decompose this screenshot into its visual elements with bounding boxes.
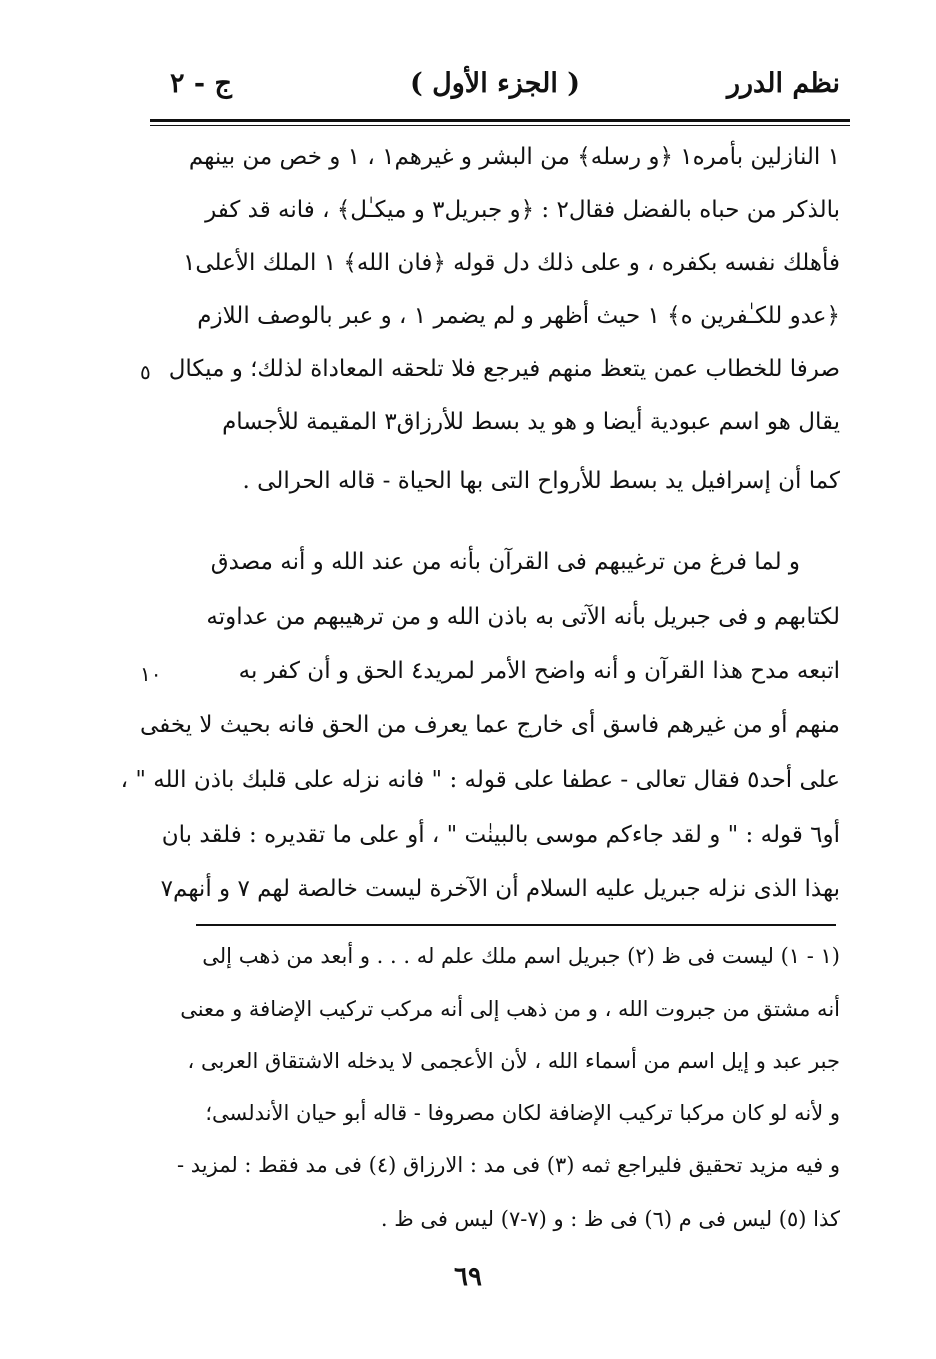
- text-line: يقال هو اسم عبودية أيضا و هو يد بسط للأرزاق٣ المقيمة للأجسام: [222, 409, 840, 435]
- text-line: لكتابهم و فى جبريل بأنه الآتى به باذن الله و من ترهيبهم من عداوته: [206, 604, 840, 630]
- running-header: [150, 60, 840, 106]
- footnote-line: كذا (٥) ليس فى م (٦) فى ظ : و (٧-٧) ليس فى ظ .: [380, 1207, 840, 1231]
- text-line: بالذكر من حباه بالفضل فقال٢ : ﴿و جبريل٣ و ميكـٰل﴾ ، فانه قد كفر: [205, 197, 840, 223]
- line-number: ٥: [140, 360, 151, 384]
- footnote-rule: [196, 924, 836, 926]
- page-section-label: ج - ٢: [170, 68, 232, 99]
- text-line: اتبعه مدح هذا القرآن و أنه واضح الأمر لمريد٤ الحق و أن كفر به: [238, 658, 840, 684]
- text-line: ﴿عدو للكـٰفرين ه﴾ ١ حيث أظهر و لم يضمر ١ ، و عبر بالوصف اللازم: [197, 303, 840, 329]
- text-line: منهم أو من غيرهم فاسق أى خارج عما يعرف من الحق فانه بحيث لا يخفى: [140, 712, 840, 738]
- text-line: أو٦ قوله : " و لقد جاءكم موسى بالبينٰت " ، أو على ما تقديره : فلقد بان: [161, 822, 840, 848]
- text-line: و لما فرغ من ترغيبهم فى القرآن بأنه من عند الله و أنه مصدق: [210, 549, 800, 575]
- text-line: فأهلك نفسه بكفره ، و على ذلك دل قوله ﴿فان الله﴾ ١ الملك الأعلى١: [182, 250, 840, 276]
- footnote-line: و لأنه لو كان مركبا تركيب الإضافة لكان مصروفا - قاله أبو حيان الأندلسى؛: [205, 1101, 840, 1125]
- text-line: صرفا للخطاب عمن يتعظ منهم فيرجع فلا تلحقه المعاداة لذلك؛ و ميكال: [168, 356, 840, 382]
- text-line: على أحد٥ فقال تعالى - عطفا على قوله : " فانه نزله على قلبك باذن الله " ،: [120, 767, 840, 793]
- page-number: ٦٩: [454, 1262, 482, 1292]
- text-line: بهذا الذى نزله جبريل عليه السلام أن الآخرة ليست خالصة لهم ٧ و أنهم٧: [160, 876, 840, 902]
- line-number: ١٠: [140, 662, 162, 686]
- footnote-line: و فيه مزيد تحقيق فليراجع ثمه (٣) فى مد : الارزاق (٤) فى مد فقط : لمزيد -: [176, 1153, 840, 1177]
- book-title: نظم الدرر: [726, 68, 840, 99]
- text-line: كما أن إسرافيل يد بسط للأرواح التى بها الحياة - قاله الحرالى .: [242, 468, 840, 494]
- volume-label: ( الجزء الأول ): [409, 68, 581, 99]
- footnote-line: (١ - ١) ليست فى ظ (٢) جبريل اسم ملك علم له . . . و أبعد من ذهب إلى: [202, 944, 840, 968]
- text-line: ١ النازلين بأمره١ ﴿و رسله﴾ من البشر و غيرهم١ ، ١ و خص من بينهم: [188, 144, 840, 170]
- footnote-line: جبر عبد و إيل اسم من أسماء الله ، لأن الأعجمى لا يدخله الاشتقاق العربى ،: [187, 1049, 840, 1073]
- header-rule-thin: [150, 125, 850, 126]
- header-rule-thick: [150, 119, 850, 122]
- footnote-line: أنه مشتق من جبروت الله ، و من ذهب إلى أنه مركب تركيب الإضافة و معنى: [180, 997, 840, 1021]
